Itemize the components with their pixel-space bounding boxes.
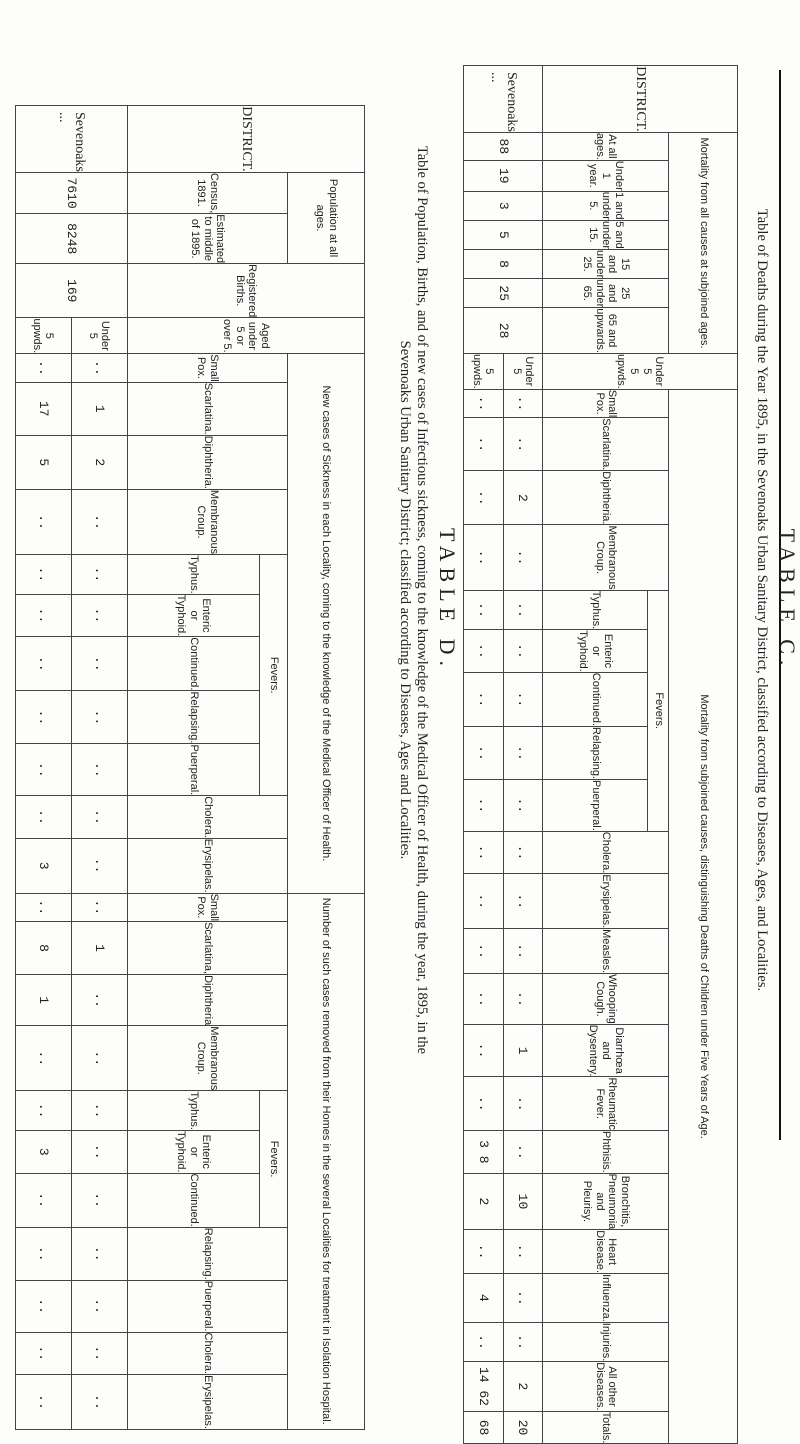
removed-upwards-value: 3 (16, 1130, 72, 1173)
disease-under5-value: .. (503, 1077, 543, 1131)
district-name: Sevenoaks ... (16, 106, 128, 173)
disease-under5-value: 20 (503, 1411, 543, 1444)
disease-under5-value: .. (503, 974, 543, 1025)
disease-under5-value: .. (503, 525, 543, 590)
removed-under5-value: 1 (71, 922, 127, 975)
table-d-caption: Table of Population, Births, and of new cases of Infectious sickness, coming to the knowledge of the Medical Officer of Health, during the year, 1895, in the Sevenoaks Urban Sanitary District; classified according to Diseases, Ages and Localities. (397, 145, 430, 1055)
new-under5-value: .. (71, 637, 127, 691)
disease-header: Totals. (543, 1411, 669, 1444)
new-upwards-value: .. (16, 796, 72, 839)
disease-header: Phthisis. (543, 1131, 669, 1174)
new-fever-header: Puerperal. (127, 744, 260, 796)
new-upwards-value: .. (16, 354, 72, 383)
age-header: 65 and upwards. (543, 308, 669, 354)
disease-under5-value: 1 (503, 1024, 543, 1077)
disease-upwards-value: .. (464, 590, 504, 630)
new-upwards-value: 5 (16, 435, 72, 489)
disease-header: Diphtheria. (543, 471, 669, 525)
disease-under5-value: .. (503, 389, 543, 418)
disease-header: Injuries. (543, 1322, 669, 1362)
new-cases-group: New cases of Sickness in each Locality, coming to the knowledge of the Medical Officer of Health. (288, 354, 365, 893)
population-group: Population at all ages. (288, 172, 365, 263)
new-case-header: Scarlatina. (127, 382, 288, 435)
disease-header: Bronchitis, Pneumonia and Pleurisy. (543, 1173, 669, 1230)
new-fever-header: Continued. (127, 637, 260, 691)
new-upwards-value: .. (16, 637, 72, 691)
disease-header: Diarrhœa and Dysentery. (543, 1024, 669, 1077)
disease-under5-value: .. (503, 672, 543, 726)
removed-upwards-value: .. (16, 1227, 72, 1280)
disease-upwards-value: .. (464, 1077, 504, 1131)
disease-under5-value: .. (503, 727, 543, 780)
age-split-header (543, 353, 738, 389)
census-header: Census, 1891. (127, 172, 288, 213)
disease-upwards-value: .. (464, 471, 504, 525)
disease-upwards-value: .. (464, 418, 504, 471)
fevers-group: Fevers. (648, 590, 669, 831)
fever-header: Relapsing. (543, 727, 648, 780)
table-c-panel (455, 55, 800, 1444)
removed-header: Erysipelas. (127, 1375, 288, 1430)
new-upwards-value: .. (16, 744, 72, 796)
removed-under5-value: .. (71, 1091, 127, 1131)
removed-under5-value: .. (71, 975, 127, 1026)
census-value: 7610 (16, 172, 128, 213)
removed-upwards-value: 8 (16, 922, 72, 975)
removed-under5-value: .. (71, 1026, 127, 1091)
new-under5-value: .. (71, 594, 127, 637)
removed-header: Diphtheria (127, 975, 288, 1026)
disease-upwards-value: .. (464, 929, 504, 974)
disease-header: All other Diseases. (543, 1362, 669, 1411)
disease-header: Heart Disease. (543, 1230, 669, 1274)
age-value: 88 (464, 132, 543, 160)
upwards-label: 5 upwds. (464, 353, 504, 389)
removed-fever-header: Enteric or Typhoid. (127, 1130, 260, 1173)
all-ages-group: Mortality from all causes at subjoined ages. (669, 132, 738, 353)
fever-header: Puerperal. (543, 780, 648, 832)
age-header: 25 and under 65. (543, 279, 669, 308)
removed-header: Membranous Croup. (127, 1026, 288, 1091)
new-fever-header: Relapsing. (127, 691, 260, 744)
disease-header: Scarlatina. (543, 418, 669, 471)
disease-upwards-value: .. (464, 780, 504, 832)
age-split-upwards: 5 upwds. (615, 353, 641, 389)
table-c (463, 65, 738, 1444)
table-d-heading: TABLE D. (435, 527, 460, 672)
disease-header: Erysipelas. (543, 874, 669, 929)
new-under5-value: .. (71, 354, 127, 383)
disease-under5-value: 2 (503, 1362, 543, 1411)
births-header: Registered Births. (127, 264, 364, 318)
disease-header: Small Pox. (543, 389, 669, 418)
removed-under5-value: .. (71, 1375, 127, 1430)
disease-under5-value: .. (503, 831, 543, 874)
age-value: 3 (464, 191, 543, 220)
removed-group: Number of such cases removed from their Homes in the several Localities for treatment in Isolation Hospital. (288, 893, 365, 1429)
removed-header: Relapsing. (127, 1227, 288, 1280)
disease-under5-value: .. (503, 780, 543, 832)
age-value: 8 (464, 250, 543, 279)
disease-under5-value: .. (503, 1322, 543, 1362)
removed-under5-value: .. (71, 1280, 127, 1332)
age-split-under5: Under 5 (640, 356, 666, 387)
disease-upwards-value: 14 62 (464, 1362, 504, 1411)
disease-header: Membranous Croup. (543, 525, 669, 590)
new-case-header: Membranous Croup. (127, 489, 288, 554)
new-under5-value: .. (71, 555, 127, 595)
disease-upwards-value: .. (464, 1322, 504, 1362)
disease-under5-value: .. (503, 418, 543, 471)
removed-upwards-value: .. (16, 893, 72, 922)
age-value: 19 (464, 160, 543, 191)
district-name: Sevenoaks ... (464, 66, 543, 133)
disease-upwards-value: .. (464, 831, 504, 874)
disease-under5-value: 2 (503, 471, 543, 525)
fever-header: Typhus. (543, 590, 648, 630)
new-under5-value: .. (71, 838, 127, 893)
district-header: DISTRICT. (127, 106, 364, 173)
removed-fever-header: Continued. (127, 1173, 260, 1227)
removed-upwards-value: .. (16, 1091, 72, 1131)
removed-header: Puerperal. (127, 1280, 288, 1332)
age-value: 5 (464, 220, 543, 249)
new-upwards-value: .. (16, 555, 72, 595)
new-upwards-value: .. (16, 594, 72, 637)
new-upwards-value: .. (16, 691, 72, 744)
diseases-group: Mortality from subjoined causes, distinguishing Deaths of Children under Five Years of Age. (669, 389, 738, 1444)
table-d-panel (0, 95, 460, 1429)
table-c-caption: Table of Deaths during the Year 1895, in the Sevenoaks Urban Sanitary District, classified according to Diseases, Ages, and Localities. (754, 208, 770, 992)
removed-upwards-value: .. (16, 1173, 72, 1227)
fever-header: Continued. (543, 672, 648, 726)
disease-under5-value: .. (503, 1274, 543, 1323)
new-under5-value: .. (71, 691, 127, 744)
disease-header: Rheumatic Fever. (543, 1077, 669, 1131)
disease-under5-value: .. (503, 1230, 543, 1274)
disease-upwards-value: .. (464, 389, 504, 418)
removed-header: Scarlatina, (127, 922, 288, 975)
disease-under5-value: 10 (503, 1173, 543, 1230)
new-upwards-value: .. (16, 489, 72, 554)
births-value: 169 (16, 264, 128, 318)
new-under5-value: 1 (71, 382, 127, 435)
age-header: 5 and under 15. (543, 220, 669, 249)
disease-upwards-value: 68 (464, 1411, 504, 1444)
estimated-value: 8248 (16, 214, 128, 264)
age-header: Under 1 year. (543, 160, 669, 191)
under5-label: Under 5 (71, 318, 127, 354)
new-fever-header: Typhus. (127, 555, 260, 595)
new-under5-value: .. (71, 489, 127, 554)
age-value: 25 (464, 279, 543, 308)
removed-upwards-value: 1 (16, 975, 72, 1026)
removed-upwards-value: .. (16, 1332, 72, 1375)
new-fever-header: Enteric or Typhoid. (127, 594, 260, 637)
disease-header: Influenza. (543, 1274, 669, 1323)
disease-under5-value: .. (503, 630, 543, 673)
table-d (15, 105, 365, 1430)
disease-upwards-value: .. (464, 1024, 504, 1077)
disease-under5-value: .. (503, 1131, 543, 1174)
new-under5-value: 2 (71, 435, 127, 489)
new-case-header: Erysipelas. (127, 838, 288, 893)
disease-header: Measles. (543, 929, 669, 974)
fever-header: Enteric or Typhoid. (543, 630, 648, 673)
aged-header: Aged under 5 or over 5. (127, 318, 364, 354)
disease-under5-value: .. (503, 874, 543, 929)
removed-upwards-value: .. (16, 1375, 72, 1430)
disease-header: Whooping Cough. (543, 974, 669, 1025)
age-header: 1 and under 5. (543, 191, 669, 220)
removed-header: Cholera. (127, 1332, 288, 1375)
removed-upwards-value: .. (16, 1026, 72, 1091)
estimated-header: Estimated to middle of 1895. (127, 214, 288, 264)
disease-upwards-value: 2 (464, 1173, 504, 1230)
new-upwards-value: 17 (16, 382, 72, 435)
under5-label: Under 5 (503, 353, 543, 389)
removed-under5-value: .. (71, 893, 127, 922)
new-fevers-group: Fevers. (260, 555, 288, 796)
table-c-heading: TABLE C. (775, 528, 800, 672)
disease-upwards-value: .. (464, 525, 504, 590)
upwards-label: 5 upwds. (16, 318, 72, 354)
age-value: 28 (464, 308, 543, 354)
removed-under5-value: .. (71, 1173, 127, 1227)
disease-upwards-value: 4 (464, 1274, 504, 1323)
removed-upwards-value: .. (16, 1280, 72, 1332)
disease-under5-value: .. (503, 590, 543, 630)
disease-upwards-value: .. (464, 974, 504, 1025)
disease-upwards-value: .. (464, 630, 504, 673)
removed-fevers-group: Fevers. (260, 1091, 288, 1227)
district-header: DISTRICT. (543, 66, 738, 133)
removed-under5-value: .. (71, 1130, 127, 1173)
disease-upwards-value: 3 8 (464, 1131, 504, 1174)
new-case-header: Diphtheria. (127, 435, 288, 489)
disease-upwards-value: .. (464, 874, 504, 929)
removed-under5-value: .. (71, 1227, 127, 1280)
removed-header: Small Pox. (127, 893, 288, 922)
new-case-header: Small Pox. (127, 354, 288, 383)
disease-upwards-value: .. (464, 727, 504, 780)
new-under5-value: .. (71, 796, 127, 839)
disease-upwards-value: .. (464, 672, 504, 726)
disease-upwards-value: .. (464, 1230, 504, 1274)
removed-under5-value: .. (71, 1332, 127, 1375)
new-under5-value: .. (71, 744, 127, 796)
removed-fever-header: Typhus. (127, 1091, 260, 1131)
disease-under5-value: .. (503, 929, 543, 974)
new-upwards-value: 3 (16, 838, 72, 893)
age-header: At all ages. (543, 132, 669, 160)
disease-header: Cholera. (543, 831, 669, 874)
new-case-header: Cholera. (127, 796, 288, 839)
age-header: 15 and under 25. (543, 250, 669, 279)
